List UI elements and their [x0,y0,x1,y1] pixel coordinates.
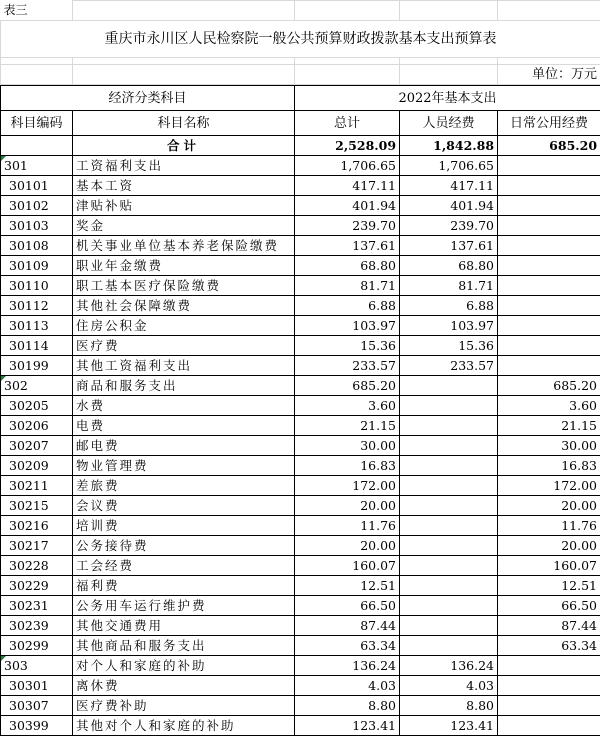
row-public[interactable]: 66.50 [498,596,600,616]
row-code[interactable]: 30112 [1,296,73,316]
row-total[interactable]: 103.97 [295,316,400,336]
header-total[interactable]: 总计 [295,111,400,136]
row-name[interactable]: 其他对个人和家庭的补助 [73,716,295,736]
row-personnel[interactable]: 123.41 [400,716,498,736]
table-row [1,716,600,736]
row-public[interactable]: 20.00 [498,536,600,556]
table-row [1,156,600,176]
row-name[interactable]: 奖金 [73,216,295,236]
table-row [1,516,600,536]
row-personnel[interactable]: 233.57 [400,356,498,376]
row-total[interactable]: 233.57 [295,356,400,376]
row-total[interactable]: 172.00 [295,476,400,496]
row-personnel[interactable] [400,596,498,616]
row-public[interactable]: 685.20 [498,376,600,396]
table-row [1,616,600,636]
total-personnel[interactable]: 1,842.88 [400,136,498,156]
header-economic-category[interactable]: 经济分类科目 [1,86,295,111]
row-public[interactable] [498,296,600,316]
row-name[interactable]: 水费 [73,396,295,416]
row-personnel[interactable] [400,376,498,396]
total-label[interactable]: 合计 [73,136,295,156]
row-public[interactable]: 63.34 [498,636,600,656]
row-personnel[interactable]: 103.97 [400,316,498,336]
row-total[interactable]: 20.00 [295,496,400,516]
row-code[interactable]: 30307 [1,696,73,716]
row-personnel[interactable]: 4.03 [400,676,498,696]
row-public[interactable] [498,156,600,176]
row-total[interactable]: 11.76 [295,516,400,536]
row-public[interactable] [498,176,600,196]
row-total[interactable]: 16.83 [295,456,400,476]
row-personnel[interactable]: 81.71 [400,276,498,296]
row-personnel[interactable]: 15.36 [400,336,498,356]
row-total[interactable]: 66.50 [295,596,400,616]
row-code[interactable]: 30211 [1,476,73,496]
row-personnel[interactable] [400,576,498,596]
row-name[interactable]: 医疗费 [73,336,295,356]
row-personnel[interactable] [400,496,498,516]
row-name[interactable]: 住房公积金 [73,316,295,336]
table-row [1,556,600,576]
total-sum[interactable]: 2,528.09 [295,136,400,156]
row-code[interactable]: 30216 [1,516,73,536]
row-total[interactable]: 137.61 [295,236,400,256]
row-total[interactable]: 136.24 [295,656,400,676]
row-code[interactable]: 30209 [1,456,73,476]
row-code[interactable]: 30102 [1,196,73,216]
row-code[interactable]: 30206 [1,416,73,436]
row-name[interactable]: 工资福利支出 [73,156,295,176]
report-title[interactable]: 重庆市永川区人民检察院一般公共预算财政拨款基本支出预算表 [1,21,600,58]
row-personnel[interactable]: 137.61 [400,236,498,256]
row-name[interactable]: 其他商品和服务支出 [73,636,295,656]
row-personnel[interactable] [400,636,498,656]
row-name[interactable]: 其他交通费用 [73,616,295,636]
table-row [1,696,600,716]
row-name[interactable]: 基本工资 [73,176,295,196]
table-row [1,296,600,316]
table-row [1,276,600,296]
header-subject-code[interactable]: 科目编码 [1,111,73,136]
row-public[interactable]: 3.60 [498,396,600,416]
table-row [1,436,600,456]
row-total[interactable]: 239.70 [295,216,400,236]
row-code[interactable]: 30114 [1,336,73,356]
row-personnel[interactable]: 6.88 [400,296,498,316]
row-personnel[interactable]: 8.80 [400,696,498,716]
row-public[interactable] [498,276,600,296]
row-code[interactable]: 30103 [1,216,73,236]
row-total[interactable]: 68.80 [295,256,400,276]
row-personnel[interactable] [400,516,498,536]
row-public[interactable] [498,336,600,356]
row-public[interactable] [498,236,600,256]
row-personnel[interactable] [400,436,498,456]
header-basic-expenditure[interactable]: 2022年基本支出 [295,86,600,111]
row-public[interactable]: 11.76 [498,516,600,536]
row-code[interactable]: 30228 [1,556,73,576]
row-public[interactable]: 12.51 [498,576,600,596]
row-code[interactable]: 30301 [1,676,73,696]
row-personnel[interactable]: 1,706.65 [400,156,498,176]
table-row [1,676,600,696]
row-name[interactable]: 物业管理费 [73,456,295,476]
row-total[interactable]: 21.15 [295,416,400,436]
row-public[interactable] [498,196,600,216]
row-name[interactable]: 机关事业单位基本养老保险缴费 [73,236,295,256]
row-name[interactable]: 职工基本医疗保险缴费 [73,276,295,296]
row-code[interactable]: 30199 [1,356,73,376]
row-total[interactable]: 15.36 [295,336,400,356]
row-name[interactable]: 公务用车运行维护费 [73,596,295,616]
header-public[interactable]: 日常公用经费 [498,111,600,136]
row-total[interactable]: 123.41 [295,716,400,736]
row-name[interactable]: 差旅费 [73,476,295,496]
table-row [1,656,600,676]
row-name[interactable]: 对个人和家庭的补助 [73,656,295,676]
row-public[interactable]: 16.83 [498,456,600,476]
row-name[interactable]: 商品和服务支出 [73,376,295,396]
row-personnel[interactable]: 68.80 [400,256,498,276]
row-personnel[interactable] [400,616,498,636]
table-row [1,576,600,596]
row-personnel[interactable] [400,536,498,556]
row-total[interactable]: 4.03 [295,676,400,696]
row-public[interactable]: 172.00 [498,476,600,496]
row-personnel[interactable] [400,416,498,436]
row-code[interactable]: 30109 [1,256,73,276]
row-total[interactable]: 81.71 [295,276,400,296]
table-row [1,196,600,216]
row-total[interactable]: 87.44 [295,616,400,636]
row-public[interactable] [498,696,600,716]
row-code[interactable]: 30299 [1,636,73,656]
table-row [1,356,600,376]
table-row [1,376,600,396]
row-code[interactable]: 30231 [1,596,73,616]
row-name[interactable]: 其他社会保障缴费 [73,296,295,316]
row-public[interactable]: 160.07 [498,556,600,576]
row-name[interactable]: 培训费 [73,516,295,536]
row-code[interactable]: 301 [1,156,73,176]
row-public[interactable] [498,676,600,696]
row-personnel[interactable] [400,396,498,416]
table-row [1,336,600,356]
table-row [1,536,600,556]
row-public[interactable] [498,216,600,236]
row-total[interactable]: 3.60 [295,396,400,416]
table-row [1,176,600,196]
row-public[interactable] [498,256,600,276]
row-code[interactable]: 30207 [1,436,73,456]
row-code[interactable]: 30110 [1,276,73,296]
row-name[interactable]: 离休费 [73,676,295,696]
row-public[interactable]: 30.00 [498,436,600,456]
row-total[interactable]: 160.07 [295,556,400,576]
row-code[interactable]: 303 [1,656,73,676]
table-row [1,476,600,496]
row-code[interactable]: 30215 [1,496,73,516]
row-public[interactable] [498,316,600,336]
row-total[interactable]: 685.20 [295,376,400,396]
row-total[interactable]: 417.11 [295,176,400,196]
row-code[interactable]: 30399 [1,716,73,736]
table-row [1,256,600,276]
table-row [1,216,600,236]
row-name[interactable]: 福利费 [73,576,295,596]
row-personnel[interactable] [400,556,498,576]
row-personnel[interactable] [400,476,498,496]
row-public[interactable] [498,716,600,736]
row-personnel[interactable]: 401.94 [400,196,498,216]
row-personnel[interactable]: 239.70 [400,216,498,236]
sheet-header-grid [0,0,600,85]
budget-table [0,85,600,736]
row-personnel[interactable]: 136.24 [400,656,498,676]
table-row [1,236,600,256]
table-row [1,396,600,416]
table-row [1,596,600,616]
row-name[interactable]: 公务接待费 [73,536,295,556]
table-row [1,496,600,516]
row-total[interactable]: 6.88 [295,296,400,316]
row-name[interactable]: 职业年金缴费 [73,256,295,276]
row-name[interactable]: 会议费 [73,496,295,516]
row-name[interactable]: 邮电费 [73,436,295,456]
unit-label[interactable]: 单位：万元 [498,65,600,85]
row-code[interactable]: 302 [1,376,73,396]
row-code[interactable]: 30229 [1,576,73,596]
row-name[interactable]: 工会经费 [73,556,295,576]
row-personnel[interactable] [400,456,498,476]
row-code[interactable]: 30101 [1,176,73,196]
sheet-label[interactable]: 表三 [1,1,73,21]
table-row [1,416,600,436]
row-name[interactable]: 电费 [73,416,295,436]
header-personnel[interactable]: 人员经费 [400,111,498,136]
row-public[interactable]: 87.44 [498,616,600,636]
table-row [1,316,600,336]
row-total[interactable]: 401.94 [295,196,400,216]
row-public[interactable] [498,356,600,376]
row-public[interactable]: 21.15 [498,416,600,436]
row-name[interactable]: 其他工资福利支出 [73,356,295,376]
table-row [1,636,600,656]
header-subject-name[interactable]: 科目名称 [73,111,295,136]
row-total[interactable]: 20.00 [295,536,400,556]
table-row [1,456,600,476]
row-public[interactable] [498,656,600,676]
row-code[interactable]: 30217 [1,536,73,556]
row-total[interactable]: 63.34 [295,636,400,656]
total-public[interactable]: 685.20 [498,136,600,156]
row-name[interactable]: 津贴补贴 [73,196,295,216]
row-total[interactable]: 12.51 [295,576,400,596]
row-code[interactable]: 30239 [1,616,73,636]
row-personnel[interactable]: 417.11 [400,176,498,196]
row-code[interactable]: 30205 [1,396,73,416]
row-code[interactable]: 30113 [1,316,73,336]
row-public[interactable]: 20.00 [498,496,600,516]
row-total[interactable]: 8.80 [295,696,400,716]
row-name[interactable]: 医疗费补助 [73,696,295,716]
row-total[interactable]: 30.00 [295,436,400,456]
row-code[interactable]: 30108 [1,236,73,256]
row-total[interactable]: 1,706.65 [295,156,400,176]
